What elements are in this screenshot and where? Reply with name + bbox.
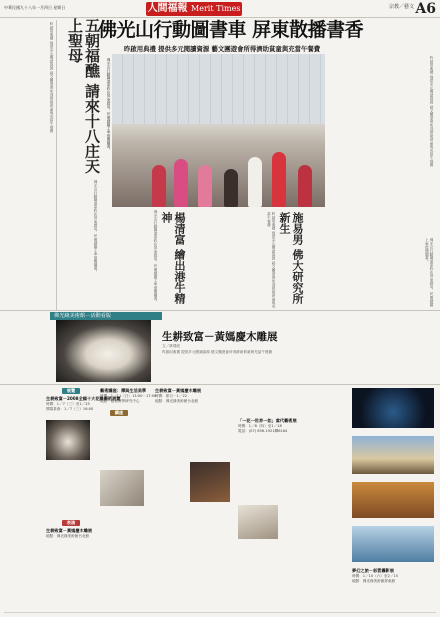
tag-lecture: 講座 (110, 410, 128, 416)
feature-title: 生耕致富－黃媽慶木雕展 (162, 331, 278, 343)
main-story-body: 昨啟用典禮 提供多元閱讀資源 藝文團遊會所得濟助貧童與充當午餐費 (430, 56, 434, 167)
person-figure (224, 169, 238, 207)
event-time: 時間：1／7（三）至1／25 (46, 402, 90, 406)
side-headline-1: 五朝福醮 請來十八庄天上聖母 (66, 18, 101, 174)
event-title: 夢幻之旅－彩雲攝影展 (352, 568, 394, 573)
brand-name-en: Merit Times (191, 4, 241, 13)
event-location: 地點：佛光緣美術館屏東館 (352, 579, 396, 583)
person-figure (152, 165, 166, 207)
event-thumbnail (238, 505, 278, 539)
exhibit-strip: 佛光緣美術館－活動看版 (50, 312, 162, 320)
main-headline: 佛光山行動圖書車 屏東散播書香 (98, 19, 364, 41)
person-figure (298, 165, 312, 207)
event-title: 藝術講座：禪與生活美學 (100, 388, 147, 393)
section-label: 宗教／藝文 (388, 4, 414, 10)
tag-performance: 表演 (62, 520, 80, 526)
feature-byline: 文／林靖庭 (162, 344, 180, 348)
person-figure (272, 152, 286, 207)
event-title: 生耕致富－黃媽慶木雕展 (155, 388, 202, 393)
column-divider (56, 20, 57, 310)
photo-caption: 佛光山行動圖書車昨在屏東啟用，民眾踴躍上車借閱圖書。 (107, 58, 111, 152)
left-column-text: 昨啟用典禮 提供多元閱讀資源 藝文團遊會所得濟助貧童與充當午餐費 (50, 22, 54, 133)
feature-body: 昨啟用典禮 提供多元閱讀資源 藝文團遊會所得濟助貧童與充當午餐費 (162, 350, 273, 354)
event-time: 時間：1／8（四）至1／18 (238, 424, 282, 428)
event-thumbnail (46, 420, 90, 460)
masthead-logo (146, 2, 242, 16)
side-headline-2: 楊清富 繪出港牛精神 (160, 212, 186, 304)
date-line: 中華民國九十八年一月四日 星期日 (4, 5, 66, 10)
event-time: 時間：1／11（日）13:00－17:00 (100, 394, 157, 398)
event-thumbnail (100, 470, 144, 506)
event-time: 時間：即日－1／22 (155, 394, 188, 398)
events-divider (0, 384, 440, 385)
event-title: 生耕致富－黃媽慶木雕展 (46, 528, 93, 533)
feature-photo (56, 320, 151, 382)
event-title: 生耕致富－2008全國十大花雕藝術展覽 (46, 396, 121, 401)
sunset-thumbnail (352, 482, 434, 518)
event-time: 時間：1／10（六）至2／15 (352, 574, 399, 578)
tag-exhibition: 展覽 (62, 388, 80, 394)
side-headline-3: 施易男 佛大研究所新生 (278, 212, 304, 304)
event-phone: 電話：(07) 656-1921轉6164 (238, 429, 288, 433)
landscape-thumbnail (352, 436, 434, 474)
event-title: 「一花一世界一如」當代藝術展 (238, 418, 297, 423)
lower-body-mid: 昨啟用典禮 提供多元閱讀資源 藝文團遊會所得濟助貧童與充當午餐費 (267, 212, 276, 308)
building-facade (112, 54, 325, 124)
page-number: A6 (415, 1, 436, 17)
night-scene-thumbnail (352, 388, 434, 428)
person-figure (174, 159, 188, 207)
event-thumbnail (190, 462, 230, 502)
event-location: 地點：藝術教學研究中心 (100, 399, 140, 403)
event-location: 地點：佛光緣美術館台北館 (46, 534, 90, 538)
main-photo (112, 54, 325, 207)
main-subhead: 昨啟用典禮 提供多元閱讀資源 藝文團遊會所得濟助貧童與充當午餐費 (124, 45, 321, 53)
lower-body-left: 佛光山行動圖書車昨在屏東啟用，民眾踴躍上車借閱圖書。 (154, 210, 158, 304)
sky-thumbnail (352, 526, 434, 562)
brand-name: 人間福報 (147, 3, 188, 14)
lower-body-right: 佛光山行動圖書車昨在屏東啟用，民眾踴躍上車借閱圖書。 (425, 238, 434, 307)
event-reception: 開幕茶會：1／7（三）16:00 (46, 407, 94, 411)
person-figure (198, 165, 212, 207)
side-story-1-text: 佛光山行動圖書車昨在屏東啟用，民眾踴躍上車借閱圖書。 (94, 180, 98, 274)
section-divider (0, 310, 440, 311)
person-figure (248, 157, 262, 207)
event-location: 地點：佛光緣美術館台北館 (155, 399, 199, 403)
footer-rule (4, 612, 436, 613)
